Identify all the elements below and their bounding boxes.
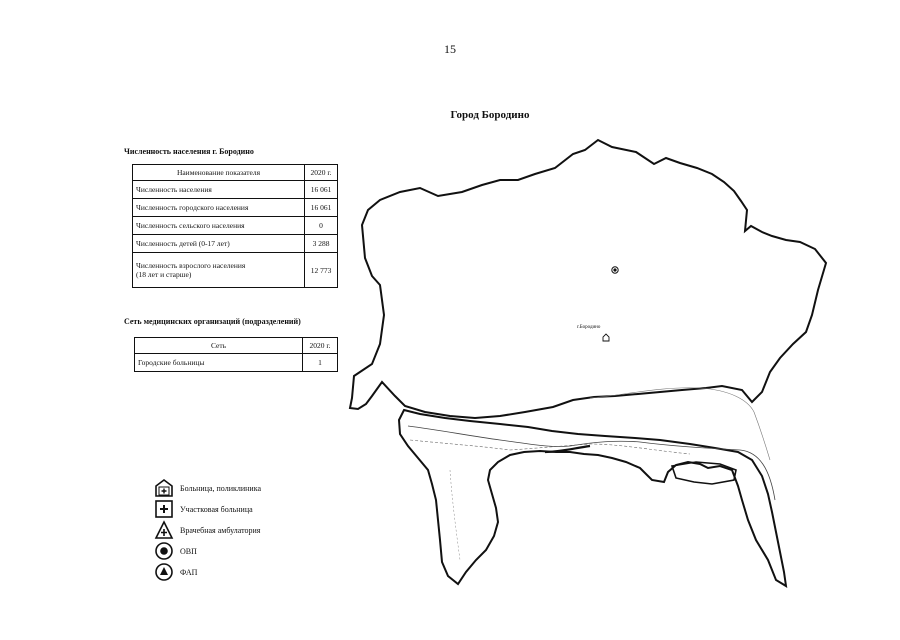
- row-label-line2: (18 лет и старше): [136, 270, 192, 279]
- network-table-title: Сеть медицинских организаций (подразделений): [124, 317, 301, 326]
- district-hospital-icon: [154, 499, 174, 519]
- table-row: [135, 354, 338, 372]
- table-row: [133, 199, 338, 217]
- legend-item: [154, 478, 261, 498]
- gp-office-icon: [612, 267, 618, 273]
- town-label: г.Бородино: [577, 325, 601, 330]
- table-row: [133, 181, 338, 199]
- legend-label: Врачебная амбулатория: [180, 525, 261, 535]
- row-label-line1: Численность взрослого населения: [136, 261, 246, 270]
- row-value: 0: [305, 217, 338, 235]
- table-header-row: [133, 165, 338, 181]
- row-value: 16 061: [305, 181, 338, 199]
- row-label: Численность населения: [133, 181, 305, 199]
- table-header-row: [135, 338, 338, 354]
- borodino-map: [340, 130, 840, 600]
- row-label: Городские больницы: [135, 354, 303, 372]
- column-header-indicator: Наименование показателя: [133, 165, 305, 181]
- column-header-network: Сеть: [135, 338, 303, 354]
- legend-item: [154, 541, 261, 561]
- road-line: [590, 388, 770, 460]
- legend-label: Больница, поликлиника: [180, 483, 262, 493]
- legend-item: [154, 499, 261, 519]
- legend-item: [154, 562, 261, 582]
- gp-office-icon: [154, 541, 174, 561]
- row-label: Численность сельского населения: [133, 217, 305, 235]
- table-row: [133, 235, 338, 253]
- page-title: Город Бородино: [450, 109, 530, 121]
- row-value: 3 288: [305, 235, 338, 253]
- hospital-polyclinic-icon: [603, 334, 609, 341]
- column-header-year: 2020 г.: [303, 338, 338, 354]
- network-table: [134, 337, 338, 372]
- feldsher-station-icon: [154, 562, 174, 582]
- page-number: 15: [444, 42, 456, 56]
- row-label: [133, 253, 305, 288]
- hospital-polyclinic-icon: [154, 478, 174, 498]
- row-value: 16 061: [305, 199, 338, 217]
- legend-label: Участковая больница: [180, 504, 253, 514]
- legend-label: ОВП: [180, 546, 197, 556]
- row-value: 12 773: [305, 253, 338, 288]
- row-label: Численность детей (0-17 лет): [133, 235, 305, 253]
- city-boundary-south: [399, 410, 786, 586]
- legend-item: [154, 520, 261, 540]
- row-value: 1: [303, 354, 338, 372]
- ambulatory-icon: [154, 520, 174, 540]
- table-row: [133, 217, 338, 235]
- legend: [154, 478, 261, 583]
- population-table-title: Численность населения г. Бородино: [124, 147, 254, 156]
- population-table: [132, 164, 338, 288]
- city-boundary-north: [350, 140, 826, 418]
- road-line: [450, 470, 460, 560]
- column-header-year: 2020 г.: [305, 165, 338, 181]
- table-row: [133, 253, 338, 288]
- row-label: Численность городского населения: [133, 199, 305, 217]
- river-line: [408, 426, 775, 500]
- legend-label: ФАП: [180, 567, 198, 577]
